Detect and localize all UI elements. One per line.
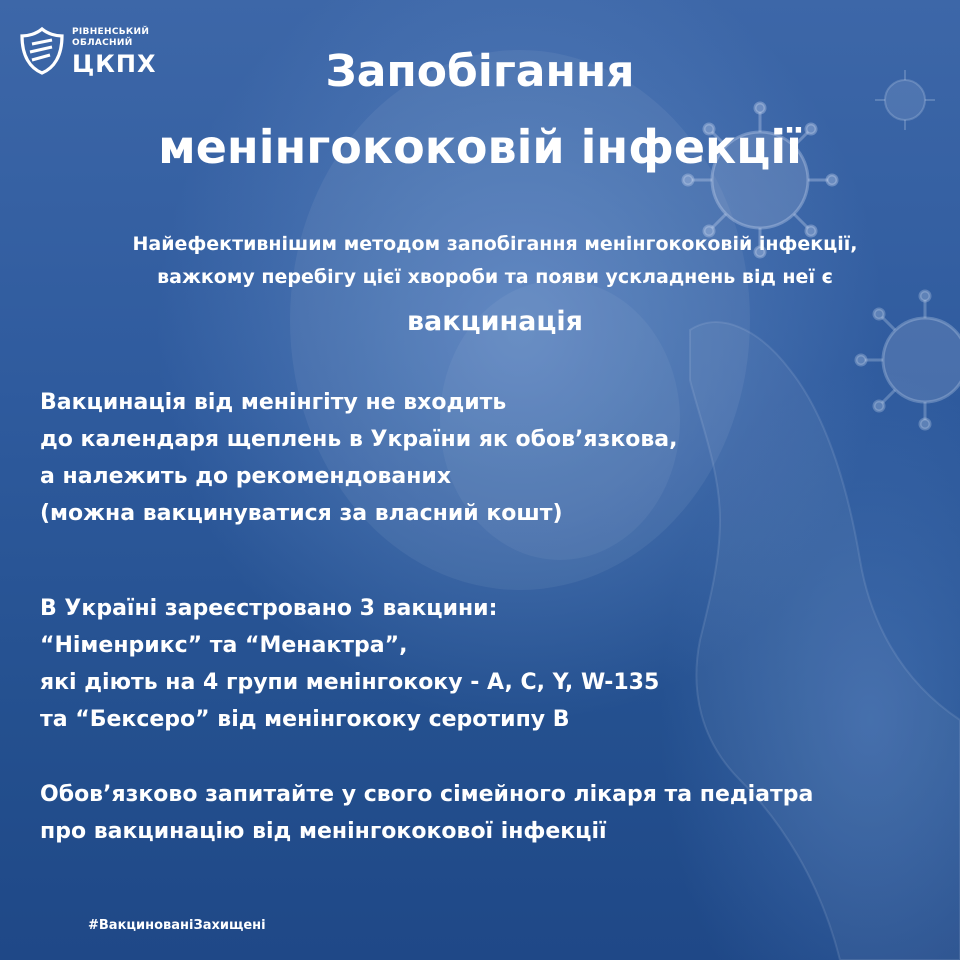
logo-line-2: ОБЛАСНИЙ: [72, 37, 133, 48]
lead-emphasis: вакцинація: [406, 306, 584, 337]
logo-line-1: РІВНЕНСЬКИЙ: [72, 26, 150, 37]
lead-text: [0, 228, 960, 294]
title-line-2: менінгококовій інфекції: [158, 120, 802, 174]
paragraph-registered-vaccines: [40, 590, 659, 738]
paragraph-line: до календаря щеплень в України як обов’язкова,: [40, 427, 678, 452]
paragraph-line: про вакцинацію від менінгококової інфекції: [40, 819, 607, 844]
paragraph-line: а належить до рекомендованих: [40, 464, 452, 489]
lead-line-1: Найефективнішим методом запобігання менінгококовій інфекції,: [132, 233, 858, 255]
hashtag: #ВакциновaніЗахищені: [88, 918, 266, 933]
paragraph-line: “Німенрикс” та “Менактра”,: [40, 633, 408, 658]
paragraph-line: які діють на 4 групи менінгококу - A, C, Y, W-135: [40, 670, 660, 695]
paragraph-line: Обов’язково запитайте у свого сімейного лікаря та педіатра: [40, 782, 814, 807]
paragraph-line: та “Бексеро” від менінгококу серотипу В: [40, 707, 570, 732]
paragraph-vaccination-status: [40, 384, 678, 532]
lead-line-2: важкому перебігу цієї хвороби та появи ускладнень від неї є: [157, 266, 833, 288]
paragraph-line: Вакцинація від менінгіту не входить: [40, 390, 507, 415]
paragraph-line: (можна вакцинуватися за власний кошт): [40, 501, 563, 526]
title-line-1: Запобігання: [325, 46, 635, 97]
logo-name: ЦКПХ: [72, 49, 157, 78]
paragraph-ask-doctor: [40, 776, 813, 850]
hand-illustration-icon: [690, 322, 960, 960]
paragraph-line: В Україні зареєстровано 3 вакцини:: [40, 596, 498, 621]
